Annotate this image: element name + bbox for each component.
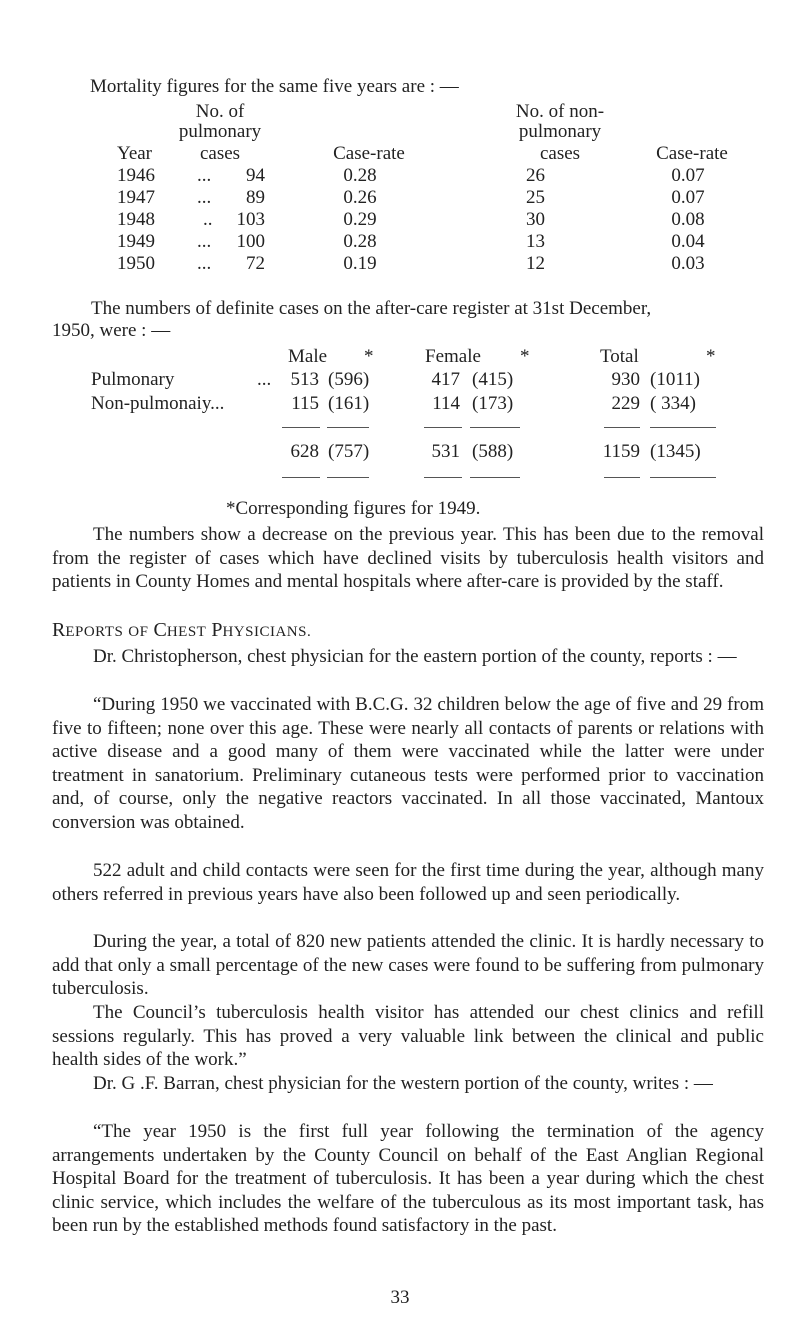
row-year: 1947 <box>117 187 155 208</box>
section-heading: REPORTS OF CHEST PHYSICIANS. <box>52 619 312 641</box>
paragraph: “The year 1950 is the first full year following the termination of the agency arrangements undertaken by the County Council on behalf of the East Anglian Regional Hospital Board for the treatment of tuberculosis. It has been a year during which the chest clinic service, which includes the welfare of the tuberculous as its most important task, has been run by the established methods found satisfactory in the past. <box>52 1121 764 1236</box>
row-nonpulmonary-cases: 13 <box>526 231 545 252</box>
header-female: Female <box>425 346 481 367</box>
header-case-rate-2: Case-rate <box>656 143 728 164</box>
header-nonpulmonary-2: pulmonary <box>518 121 602 142</box>
row-total: 930 <box>611 369 640 390</box>
aftercare-intro-line2: 1950, were : — <box>52 320 171 341</box>
total-male-1949: (757) <box>328 441 370 462</box>
row-year: 1948 <box>117 209 155 230</box>
row-case-rate-2: 0.03 <box>671 253 705 274</box>
row-pulmonary-cases: 103 <box>236 209 265 230</box>
row-total-1949: ( 334) <box>650 393 696 414</box>
row-pulmonary-cases: 89 <box>246 187 265 208</box>
total-female-1949: (588) <box>472 441 514 462</box>
row-leader: ... <box>197 253 212 274</box>
rule <box>650 477 716 478</box>
paragraph: “During 1950 we vaccinated with B.C.G. 32 children below the age of five and 29 from five to fifteen; none over this age. These were nearly all contacts of parents or relations with active disease and a good many of them were vaccinated while the latter were under treatment in sanatorium. Preliminary cutaneous tests were performed prior to vaccination and, of course, only the negative reactors vaccinated. In all those vaccinated, Mantoux conversion was obtained. <box>52 694 764 833</box>
header-star: * <box>706 346 716 367</box>
row-case-rate-2: 0.04 <box>671 231 705 252</box>
paragraph: 522 adult and child contacts were seen for the first time during the year, although many others referred in previous years have also been followed up and seen periodically. <box>52 860 764 905</box>
paragraph: Dr. Christopherson, chest physician for the eastern portion of the county, reports : — <box>93 646 737 667</box>
row-total: 229 <box>611 393 640 414</box>
paragraph: During the year, a total of 820 new patients attended the clinic. It is hardly necessary to add that only a small percentage of the new cases were found to be suffering from pulmonary tuberculosis. <box>52 931 764 999</box>
rule <box>470 477 520 478</box>
rule <box>424 477 462 478</box>
row-pulmonary-cases: 72 <box>246 253 265 274</box>
row-case-rate-2: 0.07 <box>671 165 705 186</box>
row-male-1949: (596) <box>328 369 370 390</box>
footnote: *Corresponding figures for 1949. <box>226 498 481 519</box>
rule <box>327 477 369 478</box>
paragraph: Dr. G .F. Barran, chest physician for the western portion of the county, writes : — <box>93 1073 713 1094</box>
header-male: Male <box>288 346 328 367</box>
paragraph: The Council’s tuberculosis health visitor has attended our chest clinics and refill sessions regularly. This has proved a very valuable link between the clinical and public health sides of the work.” <box>52 1002 764 1070</box>
rule <box>470 427 520 428</box>
row-leader: ... <box>197 165 212 186</box>
paragraph-decrease: The numbers show a decrease on the previous year. This has been due to the removal from the register of cases which have declined visits by tuberculosis health visitors and patients in County Homes and mental hospitals where after-care is provided by the staff. <box>52 524 764 592</box>
row-nonpulmonary-cases: 26 <box>526 165 545 186</box>
rule <box>604 477 640 478</box>
header-pulmonary-2: pulmonary <box>178 121 262 142</box>
rule <box>604 427 640 428</box>
row-nonpulmonary-cases: 30 <box>526 209 545 230</box>
row-leader: .. <box>203 209 213 230</box>
row-case-rate-1: 0.19 <box>343 253 377 274</box>
rule <box>327 427 369 428</box>
row-leader: ... <box>197 231 212 252</box>
rule <box>424 427 462 428</box>
rule <box>282 477 320 478</box>
row-female: 417 <box>431 369 460 390</box>
header-nonpulmonary-1: No. of non- <box>515 101 605 122</box>
header-star: * <box>520 346 530 367</box>
aftercare-intro-line1: The numbers of definite cases on the after-care register at 31st December, <box>91 298 652 319</box>
mortality-intro: Mortality figures for the same five years are : — <box>90 76 459 97</box>
row-female-1949: (173) <box>472 393 514 414</box>
header-pulmonary-3: cases <box>199 143 241 164</box>
row-nonpulmonary-cases: 25 <box>526 187 545 208</box>
rule <box>282 427 320 428</box>
total-female: 531 <box>431 441 460 462</box>
row-pulmonary-cases: 100 <box>236 231 265 252</box>
page-number: 33 <box>390 1287 410 1308</box>
row-case-rate-1: 0.28 <box>343 231 377 252</box>
row-total-1949: (1011) <box>650 369 700 390</box>
total-total-1949: (1345) <box>650 441 701 462</box>
row-case-rate-1: 0.28 <box>343 165 377 186</box>
row-male: 115 <box>291 393 319 414</box>
header-pulmonary-1: No. of <box>195 101 245 122</box>
total-male: 628 <box>290 441 319 462</box>
header-star: * <box>364 346 374 367</box>
header-nonpulmonary-3: cases <box>539 143 581 164</box>
row-label: Pulmonary <box>91 369 175 390</box>
row-nonpulmonary-cases: 12 <box>526 253 545 274</box>
header-year: Year <box>117 143 153 164</box>
row-female: 114 <box>432 393 460 414</box>
row-male: 513 <box>290 369 319 390</box>
row-case-rate-1: 0.26 <box>343 187 377 208</box>
row-leader: ... <box>257 369 272 390</box>
row-case-rate-1: 0.29 <box>343 209 377 230</box>
total-total: 1159 <box>602 441 640 462</box>
row-year: 1950 <box>117 253 155 274</box>
row-case-rate-2: 0.08 <box>671 209 705 230</box>
row-female-1949: (415) <box>472 369 514 390</box>
header-total: Total <box>600 346 639 367</box>
row-male-1949: (161) <box>328 393 370 414</box>
row-label: Non-pulmonaiy... <box>91 393 225 414</box>
row-leader: ... <box>197 187 212 208</box>
header-case-rate-1: Case-rate <box>333 143 405 164</box>
rule <box>650 427 716 428</box>
row-case-rate-2: 0.07 <box>671 187 705 208</box>
row-pulmonary-cases: 94 <box>246 165 265 186</box>
row-year: 1946 <box>117 165 155 186</box>
row-year: 1949 <box>117 231 155 252</box>
